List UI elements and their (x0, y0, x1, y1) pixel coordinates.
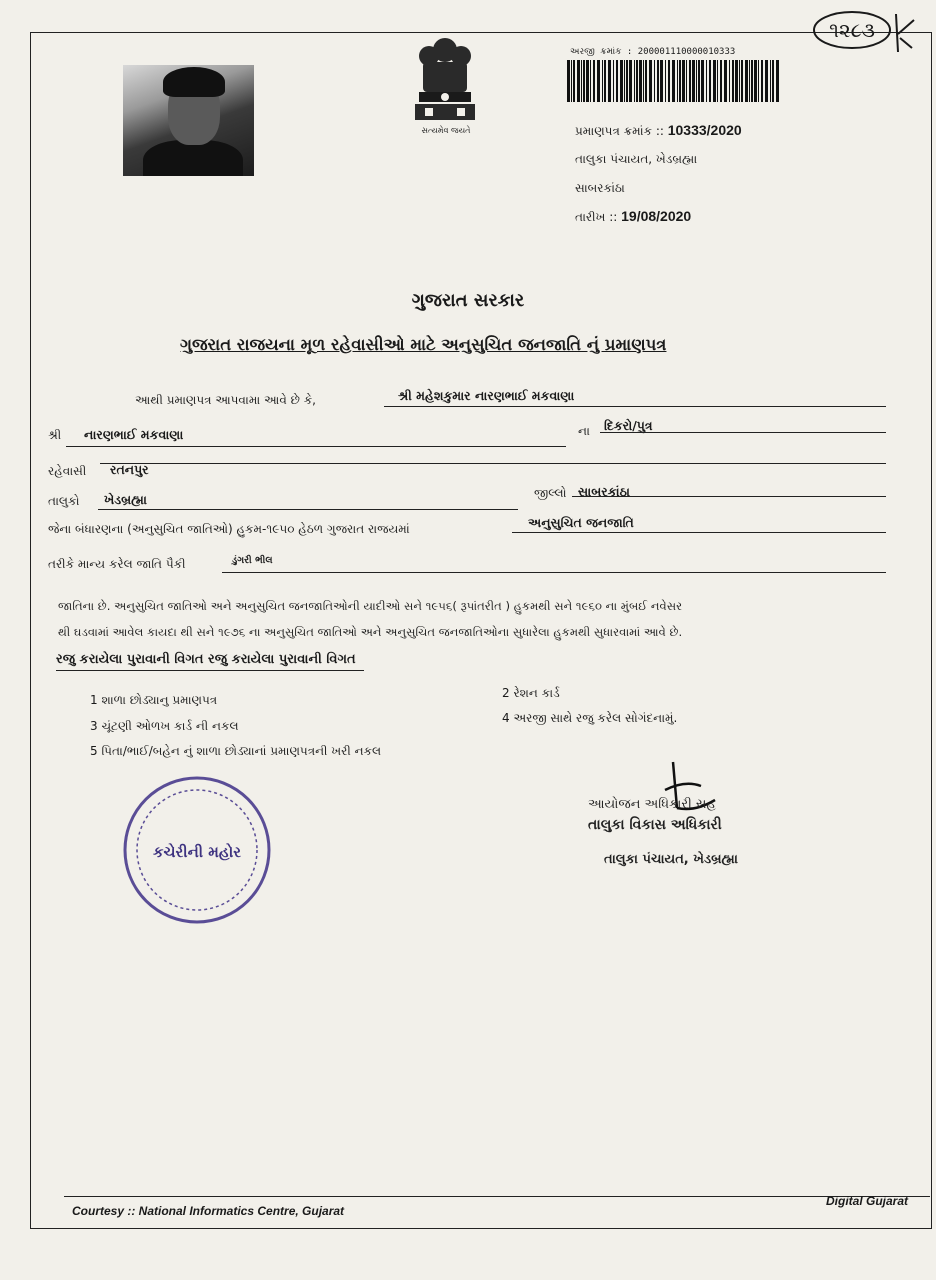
barcode-bar (735, 60, 738, 102)
barcode-bar (739, 60, 740, 102)
barcode-bar (616, 60, 618, 102)
certificate-number-value: 10333/2020 (667, 122, 742, 138)
barcode-bar (745, 60, 748, 102)
date-value: 19/08/2020 (621, 208, 692, 224)
barcode-bar (713, 60, 716, 102)
father-name: નારણભાઈ મકવાણા (84, 427, 184, 442)
barcode-bar (636, 60, 638, 102)
resident-label: રહેવાસી (48, 464, 87, 478)
barcode-bar (776, 60, 779, 102)
underline (66, 446, 566, 447)
office-line-2: સાબરકાંઠા (575, 181, 625, 195)
evidence-item: 3 ચૂંટણી ઓળખ કાર્ડ ની નકલ (90, 719, 239, 733)
footer-divider (64, 1196, 930, 1197)
barcode-bar (741, 60, 743, 102)
evidence-heading: રજુ કરાયેલા પુરાવાની વિગત રજુ કરાયેલા પુરાવાની વિગત (56, 652, 364, 671)
district-label: જીલ્લો (534, 486, 567, 500)
barcode-bar (593, 60, 595, 102)
underline (384, 406, 886, 407)
page-title: ગુજરાત સરકાર (411, 290, 525, 311)
barcode-bar (645, 60, 647, 102)
relation: દિકરો/પુત્ર (604, 418, 653, 433)
intro-label: આથી પ્રમાણપત્ર આપવામા આવે છે કે, (135, 393, 316, 407)
barcode-bar (732, 60, 734, 102)
barcode-bar (602, 60, 603, 102)
barcode-bar (765, 60, 768, 102)
applicant-photo (123, 65, 254, 176)
evidence-item: 1 શાળા છોડ્યાનુ પ્રમાણપત્ર (90, 693, 218, 707)
father-suffix: ના (578, 424, 590, 438)
underline (572, 496, 886, 497)
taluka-label: તાલુકો (48, 494, 80, 508)
barcode-bar (573, 60, 575, 102)
issue-date (575, 208, 691, 225)
emblem-caption: સત્યમેવ જયતે (421, 126, 471, 135)
footer-credit: Courtesy :: National Informatics Centre, Gujarat (72, 1204, 345, 1218)
village: રતનપુર (110, 462, 149, 477)
barcode-bar (686, 60, 687, 102)
application-number: અરજી ક્રમાંક : 200001110000010333 (570, 47, 736, 57)
date-label: તારીખ :: (575, 210, 618, 224)
barcode-bar (583, 60, 585, 102)
barcode-bar (624, 60, 625, 102)
barcode-bar (751, 60, 753, 102)
barcode-bar (629, 60, 632, 102)
taluka: ખેડબ્રહ્મા (104, 492, 147, 507)
signature-line-2: તાલુકા વિકાસ અધિકારી (588, 817, 722, 833)
barcode-bar (709, 60, 711, 102)
barcode-bar (749, 60, 750, 102)
barcode-bar (613, 60, 614, 102)
recognized-label: તરીકે માન્ય કરેલ જાતિ પૈકી (48, 557, 186, 571)
evidence-item: 4 અરજી સાથે રજુ કરેલ સોગંદનામું. (502, 711, 678, 725)
certificate-number (575, 122, 742, 139)
signature-line-1: આયોજન અધિકારી સહ (588, 797, 716, 812)
barcode-bar (567, 60, 570, 102)
signature-line-3: તાલુકા પંચાયત, ખેડબ્રહ્મા (604, 852, 738, 867)
office-line-1: તાલુકા પંચાયત, ખેડબ્રહ્મા (575, 152, 698, 166)
barcode-bar (689, 60, 691, 102)
barcode-bar (634, 60, 635, 102)
barcode-bar (581, 60, 582, 102)
underline (512, 532, 886, 533)
father-prefix: શ્રી (48, 428, 62, 442)
barcode-bar (729, 60, 730, 102)
barcode-bar (761, 60, 763, 102)
barcode-bar (696, 60, 697, 102)
handwritten-number (812, 4, 916, 60)
barcode-bar (660, 60, 663, 102)
footer-brand: Digital Gujarat (826, 1194, 909, 1208)
barcode (567, 60, 779, 102)
barcode-bar (590, 60, 591, 102)
barcode-bar (665, 60, 666, 102)
barcode-bar (682, 60, 685, 102)
underline (600, 432, 886, 433)
underline (100, 463, 886, 464)
national-emblem-icon (405, 34, 485, 134)
barcode-bar (586, 60, 589, 102)
barcode-bar (604, 60, 606, 102)
barcode-bar (724, 60, 727, 102)
barcode-bar (620, 60, 623, 102)
barcode-bar (672, 60, 675, 102)
barcode-bar (679, 60, 681, 102)
applicant-name: શ્રી મહેશકુમાર નારણભાઈ મકવાણા (398, 388, 575, 403)
paragraph-line-2: થી ઘડવામાં આવેલ કાયદા થી સને ૧૯૭૬ ના અનુસુચિત જાતિઓ અને અનુસુચિત જનજાતિઓના સુધારેલા હુકમથી સુધારવામાં આવે છે. (58, 625, 683, 639)
barcode-bar (706, 60, 707, 102)
handwritten-number-text: ૧૨૮૩ (829, 18, 875, 42)
paragraph-line-1: જાતિના છે. અનુસુચિત જાતિઓ અને અનુસુચિત જનજાતિઓની યાદીઓ સને ૧૯૫૬( રૂપાંતરીત ) હુકમથી સને ૧૯૬૦ ના મુંબઈ નવેસર (58, 599, 683, 613)
barcode-bar (758, 60, 759, 102)
barcode-bar (692, 60, 695, 102)
barcode-bar (770, 60, 771, 102)
district: સાબરકાંઠા (578, 484, 630, 499)
barcode-bar (643, 60, 644, 102)
order-label: જેના બંધારણના (અનુસુચિત જાતિઓ) હુકમ-૧૯૫૦ હેઠળ ગુજરાત રાજયમાં (48, 522, 410, 536)
seal-text: કચેરીની મહોર (152, 843, 242, 861)
barcode-bar (639, 60, 642, 102)
barcode-bar (698, 60, 700, 102)
barcode-bar (654, 60, 655, 102)
barcode-bar (657, 60, 659, 102)
barcode-bar (720, 60, 722, 102)
evidence-item: 5 પિતા/ભાઈ/બહેન નું શાળા છોડ્યાનાં પ્રમાણપત્રની ખરી નકલ (90, 744, 382, 758)
barcode-bar (577, 60, 580, 102)
barcode-bar (571, 60, 572, 102)
barcode-bar (677, 60, 678, 102)
certificate-subtitle: ગુજરાત રાજયના મૂળ રહેવાસીઓ માટે અનુસુચિત જનજાતિ નું પ્રમાણપત્ર (180, 335, 667, 354)
caste: ડુંગરી ભીલ (232, 555, 273, 566)
underline (98, 509, 518, 510)
office-seal (118, 775, 276, 925)
barcode-bar (772, 60, 774, 102)
barcode-bar (754, 60, 757, 102)
barcode-bar (717, 60, 718, 102)
certificate-number-label: પ્રમાણપત્ર ક્રમાંક :: (575, 124, 664, 138)
barcode-bar (649, 60, 652, 102)
barcode-bar (626, 60, 628, 102)
barcode-bar (668, 60, 670, 102)
underline (222, 572, 886, 573)
category: અનુસુચિત જનજાતિ (528, 515, 634, 530)
barcode-bar (701, 60, 704, 102)
evidence-item: 2 રેશન કાર્ડ (502, 686, 560, 700)
barcode-bar (597, 60, 600, 102)
barcode-bar (608, 60, 611, 102)
